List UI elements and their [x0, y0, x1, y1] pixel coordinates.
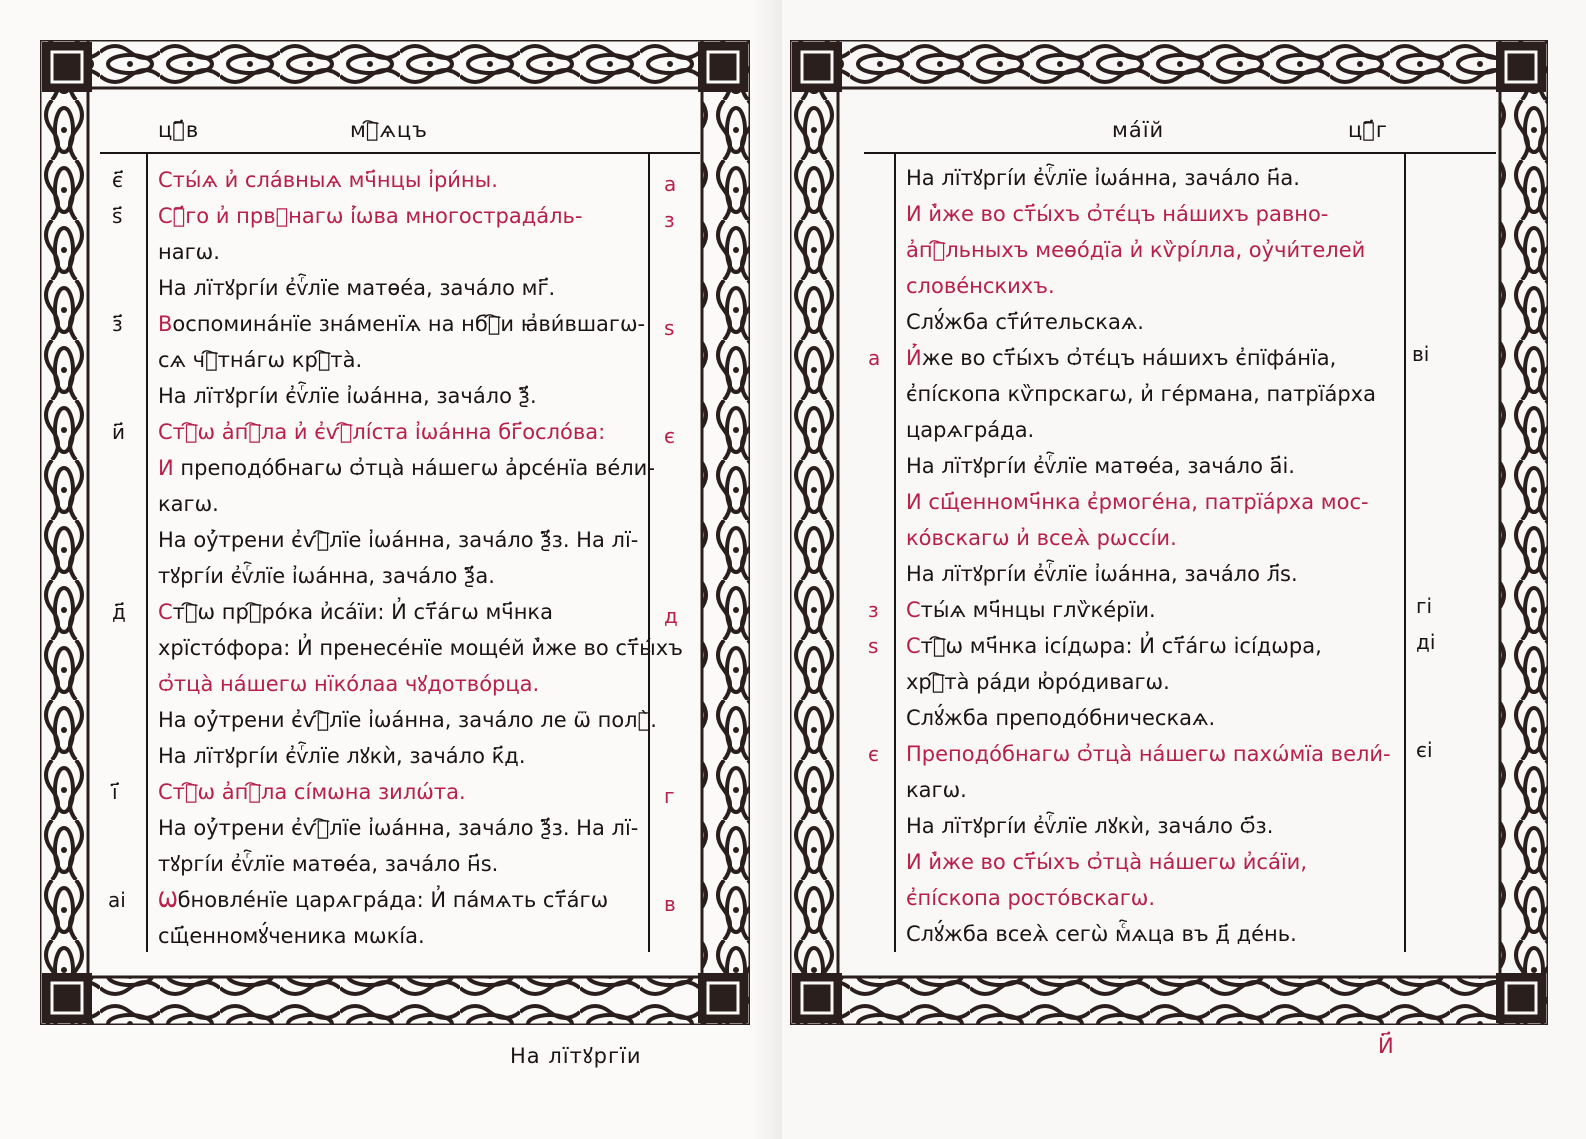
line-text: и҆̀же во ст҃ы́хъ ѻ҆тє́цъ на́шихъ равно- — [921, 202, 1329, 226]
line-text: є҆пі́скопа кѷпрскагѡ, и҆ ге́рмана, патрїа́рха — [906, 382, 1376, 406]
rubric-initial: С — [158, 420, 173, 444]
text-line — [906, 916, 1398, 952]
text-line — [906, 340, 1398, 376]
text-line — [906, 700, 1398, 736]
left-day-number: і҃ — [112, 780, 118, 804]
text-line — [158, 342, 642, 378]
line-text: ѻ҆тца̀ на́шегѡ нїко́лаа чꙋдотво́рца. — [158, 672, 540, 696]
text-line — [906, 880, 1398, 916]
right-running-title: ма́їй — [1112, 118, 1165, 142]
right-weekday-letter: з — [868, 598, 879, 622]
line-text: тꙋргі́и є҆ѵⷢ҇лїе і҆ѡа́нна, зача́ло ѯ҃а. — [158, 564, 495, 588]
line-text: хрїсто́фора: И҆ пренесе́нїе моще́й и҆̀же во ст҃ы́хъ — [158, 636, 684, 660]
line-text: хрⷭ҇та̀ ра́ди ю҆ро́дивагѡ. — [906, 670, 1170, 694]
rubric-initial: С — [158, 168, 173, 192]
right-page — [782, 0, 1586, 1139]
text-line — [906, 484, 1398, 520]
line-text: На лїтꙋргі́и є҆ѵⷢ҇лїе матѳе́а, зача́ло а҃і. — [906, 454, 1295, 478]
left-folio: цⷱ҃в — [158, 118, 200, 142]
text-line — [906, 736, 1398, 772]
right-folio: цⷱ҃г — [1348, 118, 1388, 142]
rubric-initial: И — [906, 346, 922, 370]
line-text: Слꙋ́жба ст҃и́тельскаѧ. — [906, 310, 1144, 334]
right-day-number: ді — [1416, 630, 1436, 654]
text-line — [158, 594, 642, 630]
rubric-initial: С — [906, 598, 921, 622]
text-line — [906, 628, 1398, 664]
text-line — [906, 376, 1398, 412]
line-text: Слꙋ́жба преподо́бническаѧ. — [906, 706, 1216, 730]
text-line — [158, 810, 642, 846]
left-running-title: мⷭ҇ѧцъ — [350, 118, 429, 142]
line-text: преподо́бнагѡ ѻ҆тца̀ на́шегѡ а҆рсе́нїа ве́ли- — [173, 456, 655, 480]
line-text: На оу҆́трени є҆ѵⷢ҇лїе і҆ѡа́нна, зача́ло ле ѿ полꙋ̀. — [158, 708, 657, 732]
line-text: На лїтꙋргі́и є҆ѵⷢ҇лїе лꙋкѝ, зача́ло к҃д. — [158, 744, 526, 768]
right-weekday-letter: а — [868, 346, 881, 370]
line-text: слове́нскихъ. — [906, 274, 1055, 298]
line-text: царѧгра́да. — [906, 418, 1035, 442]
rubric-initial: В — [158, 312, 173, 336]
right-weekday-letter: є — [868, 742, 879, 766]
text-line — [158, 306, 646, 342]
right-day-number: єі — [1416, 738, 1433, 762]
rubric-initial: С — [158, 600, 173, 624]
right-weekday-letter: ѕ — [868, 634, 879, 658]
line-text: оспомина́нїе зна́менїѧ на нбⷭ҇и ꙗ҆ви́вшагѡ- — [172, 312, 646, 336]
text-line — [906, 664, 1398, 700]
line-text: ҆́же во ст҃ы́хъ ѻ҆тє́цъ на́шихъ є҆пїфа́нїа, — [921, 346, 1337, 370]
rubric-initial: И — [906, 490, 922, 514]
left-weekday-letter: є — [664, 424, 675, 448]
text-line — [906, 268, 1398, 304]
text-line — [158, 414, 642, 450]
line-text: ты́ѧ мч҃нцы глѷке́рїи. — [920, 598, 1156, 622]
text-line — [906, 448, 1398, 484]
line-text: Слꙋ́жба всеѧ̀ сегѡ̀ мⷭ҇ѧца въ д҃ де́нь. — [906, 922, 1297, 946]
line-text: тⷢ҇ѡ а҆пⷭ҇ла сі́мѡна зилѡ́та. — [172, 780, 466, 804]
left-page — [0, 0, 782, 1139]
text-line — [158, 234, 642, 270]
text-line — [158, 738, 642, 774]
text-line — [158, 702, 657, 738]
line-text: ты́ѧ и҆ сла́вныѧ мч҃нцы і҆ри́ны. — [172, 168, 498, 192]
text-line — [906, 160, 1398, 196]
left-day-number: є҃ — [112, 168, 123, 192]
left-column-rule-2 — [648, 152, 650, 952]
page-signature-mark: И҃ — [1378, 1034, 1395, 1058]
right-day-number: гі — [1416, 594, 1433, 618]
left-weekday-letter: д — [664, 604, 678, 628]
rubric-initial: И — [158, 456, 174, 480]
left-day-number: ѕ҃ — [112, 204, 123, 228]
text-line — [906, 772, 1398, 808]
left-weekday-letter: а — [664, 172, 677, 196]
left-weekday-letter: ѕ — [664, 316, 675, 340]
text-line — [158, 450, 655, 486]
line-text: На оу҆́трени є҆ѵⷢ҇лїе і҆ѡа́нна, зача́ло ѯ҃з. На лї- — [158, 528, 639, 552]
rubric-initial: С — [158, 780, 173, 804]
text-line — [158, 486, 642, 522]
line-text: На оу҆́трени є҆ѵⷢ҇лїе і҆ѡа́нна, зача́ло ѯ҃з. На лї- — [158, 816, 639, 840]
line-text: ко́вскагѡ и҆ всеѧ̀ рѡссі́и. — [906, 526, 1177, 550]
left-weekday-letter: в — [664, 892, 676, 916]
line-text: На лїтꙋргі́и є҆ѵⷢ҇лїе лꙋкѝ, зача́ло ѻ҃з. — [906, 814, 1274, 838]
line-text: сщ҃енномꙋ́ченика мѡкі́а. — [158, 924, 425, 948]
line-text: тⷢ҇ѡ мч҃нка ісі́дѡра: И҆ ст҃а́гѡ ісі́дѡра, — [920, 634, 1322, 658]
line-text: сщ҃енномч҃нка є҆рмоге́на, патрїа́рха мос- — [921, 490, 1369, 514]
text-line — [906, 808, 1398, 844]
catchword: На лїтꙋргїи — [510, 1044, 642, 1068]
left-weekday-letter: з — [664, 208, 675, 232]
text-line — [158, 882, 642, 918]
right-day-number: ві — [1412, 342, 1430, 366]
line-text: На лїтꙋргі́и є҆ѵⷢ҇лїе і҆ѡа́нна, зача́ло ѯ҃. — [158, 384, 537, 408]
line-text: бновле́нїе царѧгра́да: И҆ па́мѧть ст҃а́гѡ — [177, 888, 609, 912]
text-line — [158, 918, 642, 954]
text-line — [158, 846, 642, 882]
text-line — [906, 232, 1398, 268]
text-line — [158, 774, 642, 810]
text-line — [906, 196, 1398, 232]
line-text: тⷢ҇ѡ прⷪ҇ро́ка и҆са́їи: И҆ ст҃а́гѡ мч҃нка — [172, 600, 553, 624]
text-line — [906, 520, 1398, 556]
left-day-number: д҃ — [112, 600, 126, 624]
line-text: є҆пі́скопа росто́вскагѡ. — [906, 886, 1156, 910]
line-text: кагѡ. — [906, 778, 967, 802]
right-column-rule-2 — [1404, 152, 1406, 952]
text-line — [158, 162, 642, 198]
text-line — [158, 558, 642, 594]
rubric-initial: С — [158, 204, 186, 228]
left-day-number: и҃ — [112, 420, 125, 444]
left-header-rule — [100, 152, 700, 154]
text-line — [906, 844, 1398, 880]
line-text: сѧ чⷭ҇тна́гѡ крⷭ҇та̀. — [158, 348, 363, 372]
left-weekday-letter: г — [664, 784, 675, 808]
line-text: и҆̀же во ст҃ы́хъ ѻ҆тца̀ на́шегѡ и҆са́їи, — [921, 850, 1307, 874]
line-text: а҆пⷭ҇льныхъ меѳо́дїа и҆ кѷрі́лла, оу҆чи́телей — [906, 238, 1366, 262]
text-line — [158, 198, 642, 234]
rubric-initial: Ѡ — [158, 888, 178, 912]
text-line — [906, 412, 1398, 448]
text-line — [906, 304, 1398, 340]
left-column-rule-1 — [146, 152, 148, 952]
line-text: тꙋргі́и є҆ѵⷢ҇лїе матѳе́а, зача́ло н҃ѕ. — [158, 852, 499, 876]
text-line — [158, 630, 684, 666]
left-day-number: з҃ — [112, 312, 123, 336]
text-line — [906, 592, 1398, 628]
left-day-number: аі — [108, 888, 126, 912]
right-column-rule-1 — [894, 152, 896, 952]
text-line — [158, 378, 642, 414]
line-text: На лїтꙋргі́и є҆ѵⷢ҇лїе і҆ѡа́нна, зача́ло л҃ѕ. — [906, 562, 1298, 586]
rubric-initial: С — [906, 634, 921, 658]
line-text: тⷢ҇ѡ а҆пⷭ҇ла и҆ є҆ѵⷢ҇лі́ста і҆ѡа́нна бг҃осло́ва: — [172, 420, 606, 444]
rubric-initial: И — [906, 850, 922, 874]
line-text: На лїтꙋргі́и є҆ѵⷢ҇лїе і҆ѡа́нна, зача́ло н҃а. — [906, 166, 1300, 190]
text-line — [906, 556, 1398, 592]
line-text: ⷮ҃го и҆ првⷣнагѡ і҆́ѡва многострада́ль- — [185, 204, 583, 228]
text-line — [158, 666, 642, 702]
text-line — [158, 522, 642, 558]
line-text: кагѡ. — [158, 492, 219, 516]
right-header-rule — [864, 152, 1496, 154]
rubric-initial: И — [906, 202, 922, 226]
line-text: На лїтꙋргі́и є҆ѵⷢ҇лїе матѳе́а, зача́ло мг҃. — [158, 276, 556, 300]
line-text: Преподо́бнагѡ ѻ҆тца̀ на́шегѡ пахѡ́мїа вели́- — [906, 742, 1391, 766]
text-line — [158, 270, 642, 306]
line-text: нагѡ. — [158, 240, 220, 264]
